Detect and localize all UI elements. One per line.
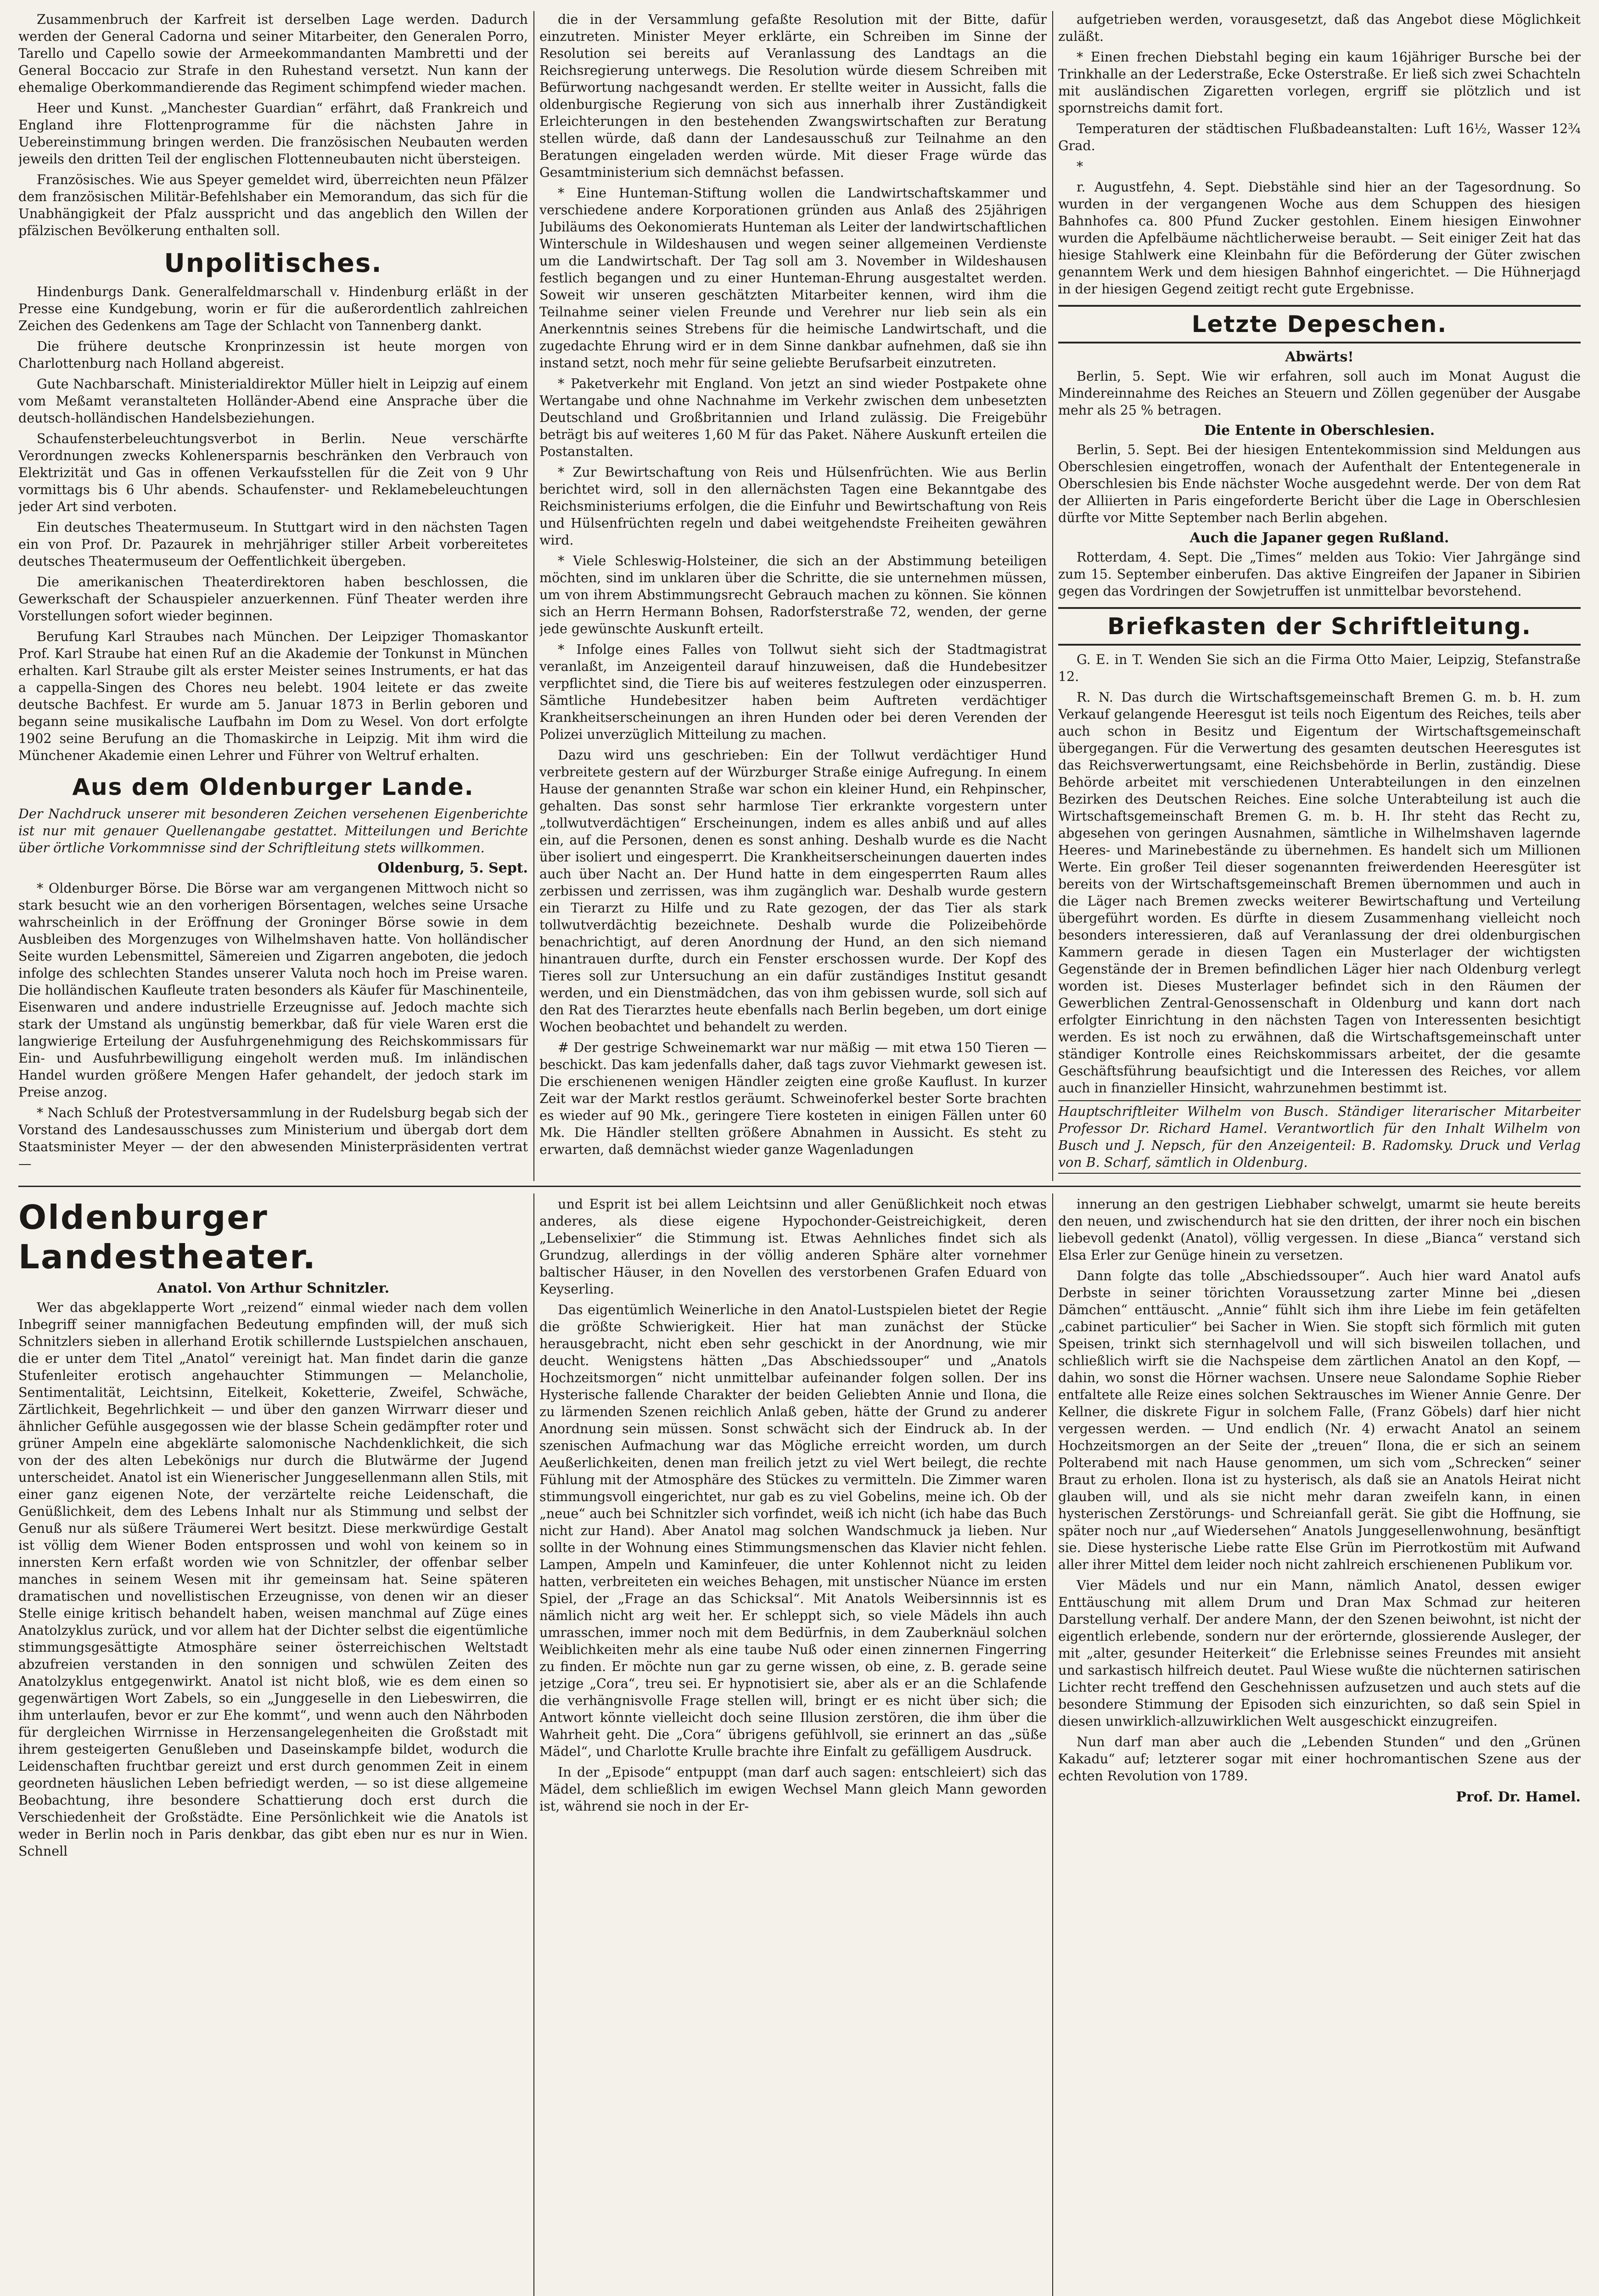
- paragraph: *: [1077, 159, 1083, 174]
- paragraph: Gute Nachbarschaft. Ministerialdirektor Müller hielt in Leipzig auf einem vom Meßamt veranstalteten Holländer-Abend eine Ansprache über die deutsch-holländischen Handelsbeziehungen.: [18, 377, 528, 426]
- paragraph: innerung an den gestrigen Liebhaber schwelgt, umarmt sie heute bereits den neuen, und zwischendurch hat sie den dritten, der ihrer noch ein bischen liebevoll gedenkt (Anatol), völlig vergessen. In diese „Bianca“ verstand sich Elsa Erler zur Genüge hinein zu versetzen.: [1058, 1197, 1581, 1263]
- paragraph: und Esprit ist bei allem Leichtsinn und aller Genüßlichkeit noch etwas anderes, als diese eigene Hypochonder-Geistreichigkeit, deren „Lebenselixier“ die Stimmung ist. Etwas Aehnliches findet sich als Grundzug, allerdings in der völlig anderen Sphäre alter vornehmer baltischer Häuser, in den Novellen des verstorbenen Grafen Eduard von Keyserling.: [539, 1197, 1047, 1297]
- subheading: Abwärts!: [1285, 349, 1354, 365]
- paragraph: * Zur Bewirtschaftung von Reis und Hülsenfrüchten. Wie aus Berlin berichtet wird, soll in den allernächsten Tagen eine Bekanntgabe des Reichsministeriums erfolgen, die die Einfuhr und Bewirtschaftung von Reis und Hülsenfrüchten regeln und dabei weitgehendste Freiheiten gewähren wird.: [539, 465, 1047, 548]
- paragraph: R. N. Das durch die Wirtschaftsgemeinschaft Bremen G. m. b. H. zum Verkauf gelangende Heeresgut ist teils noch Eigentum des Reiches, teils aber auch schon in Besitz und Eigentum der Wirtschaftsgemeinschaft übergegangen. Für die Verwertung des gesamten deutschen Heeresgutes ist das Reichsverwertungsamt, eine Reichsbehörde in Berlin, zuständig. Diese Behörde arbeitet mit verschiedenen Unterabteilungen in den einzelnen Bezirken des Deutschen Reiches. Eine solche Unterabteilung ist auch die Wirtschaftsgemeinschaft Bremen G. m. b. H. Ihr steht das Recht zu, abgesehen von geringen Ausnahmen, sämtliche in Wilhelmshaven lagernde Heeres- und Marinebestände zu übernehmen. Es handelt sich um Millionen Werte. Ein großer Teil dieser sogenannten freiwerdenden Heeresgüter ist bereits von der Wirtschaftsgemeinschaft Bremen übernommen und auch in die Läger nach Bremen zwecks weiterer Bewirtschaftung und Verteilung übergeführt worden. Es dürfte in diesem Zusammenhang vielleicht noch besonders interessieren, daß auf Veranlassung der drei oldenburgischen Kammern gerade in diesen Tagen ein Musterlager der wichtigsten Gegenstände der in Bremen befindlichen Läger hier nach Oldenburg verlegt worden ist. Dieses Musterlager befindet sich in den Räumen der Gewerblichen Zentral-Genossenschaft in Oldenburg und kann dort nach erfolgter Einrichtung in den nächsten Tagen von Interessenten besichtigt werden. Es ist noch zu erwähnen, daß die Wirtschaftsgemeinschaft unter ständiger Kontrolle eines Reichskommissars arbeitet, der die gesamte Geschäftsführung beaufsichtigt und die Interessen des Reiches, vor allem auch in finanzieller Hinsicht, wahrzunehmen bestimmt ist.: [1058, 690, 1581, 1096]
- feuilleton-title: Oldenburger Landestheater.: [18, 1198, 317, 1276]
- section-divider: [18, 1186, 1581, 1187]
- paragraph: Berlin, 5. Sept. Bei der hiesigen Ententekommission sind Meldungen aus Oberschlesien eingetroffen, wonach der Aufenthalt der Ententegenerale in Oberschlesien bis Ende nächster Woche ausgedehnt werde. Der von dem Rat der Alliierten in Paris eingeforderte Bericht über die Lage in Oberschlesien dürfte vor Mitte September nach Berlin abgehen.: [1058, 442, 1581, 525]
- column-divider: [1052, 1193, 1053, 2296]
- imprint: Hauptschriftleiter Wilhelm von Busch. Ständiger literarischer Mitarbeiter Professor Dr. Richard Hamel. Verantwortlich für den Inhalt Wilhelm von Busch und J. Nepsch, für den Anzeigenteil: B. Radomsky. Druck und Verlag von B. Scharf, sämtlich in Oldenburg.: [1058, 1100, 1581, 1174]
- paragraph: * Viele Schleswig-Holsteiner, die sich an der Abstimmung beteiligen möchten, sind im unklaren über die Schritte, die sie unternehmen müssen, um von ihrem Abstimmungsrecht Gebrauch machen zu können. Sie können sich an Herrn Hermann Bohsen, Radorfsterstraße 72, wenden, der gerne jede gewünschte Auskunft erteilt.: [539, 553, 1047, 636]
- section-heading: Aus dem Oldenburger Lande.: [72, 774, 474, 800]
- paragraph: Berufung Karl Straubes nach München. Der Leipziger Thomaskantor Prof. Karl Straube hat einen Ruf an die Akademie der Tonkunst in München erhalten. Karl Straube gilt als erster Meister seines Instruments, er hat das a cappella-Singen des Chores neu belebt. 1904 leitete er das zweite deutsche Bachfest. Er wurde am 5. Januar 1873 in Berlin geboren und begann seine musikalische Laufbahn im Dom zu Wesel. Von dort erfolgte 1902 seine Berufung an die Thomaskirche in Leipzig. Mit ihm wird die Münchener Akademie einen Lehrer und Führer von Weltruf erhalten.: [18, 629, 528, 763]
- paragraph: Schaufensterbeleuchtungsverbot in Berlin. Neue verschärfte Verordnungen zwecks Kohlenersparnis beschränken den Verbrauch von Elektrizität und Gas in offenen Verkaufsstellen für die Zeit von 9 Uhr vormittags bis 6 Uhr abends. Schaufenster- und Reklamebeleuchtungen jeder Art sind verboten.: [18, 431, 528, 514]
- column-2: [539, 11, 1047, 1180]
- paragraph: aufgetrieben werden, vorausgesetzt, daß das Angebot diese Möglichkeit zuläßt.: [1058, 12, 1581, 44]
- paragraph: Das eigentümlich Weinerliche in den Anatol-Lustspielen bietet der Regie die größte Schwierigkeit. Hier hat man zunächst der Stücke herausgebracht, nicht eben sehr geschickt in der Anordnung, wie mir deucht. Wenigstens hätten „Das Abschiedssouper“ und „Anatols Hochzeitsmorgen“ nicht unmittelbar aufeinander folgen sollen. Der ins Hysterische fallende Charakter der beiden Geliebten Annie und Ilona, die zu lärmenden Szenen reichlich Anlaß geben, hätte der Grund zu anderer Anordnung sein müssen. Sonst schwächt sich der Eindruck ab. In der szenischen Aufmachung war das Mögliche erreicht worden, um durch Aeußerlichkeiten, denen man freilich jetzt zu viel Wert beilegt, die rechte Fühlung mit der Atmosphäre des Stückes zu vermitteln. Die Zimmer waren stimmungsvoll eingerichtet, nur gab es zu viel Gobelins, meine ich. Ob der „neue“ auch bei Schnitzler sich vorfindet, weiß ich nicht (ich habe das Buch nicht zur Hand). Aber Anatol mag solchen Wandschmuck ja lieben. Nur sollte in der Wohnung eines Stimmungsmenschen das Klavier nicht fehlen. Lampen, Ampeln und Kaminfeuer, die unter Kohlennot nicht zu leiden hatten, verbreiteten ein weiches Behagen, mit unstischer Nüance im ersten Spiel, der „Frage an das Schicksal“. Mit Anatols Weibersinnnis ist es nämlich nicht arg weit her. Er schleppt sich, so viele Mädels ihn auch umrasschen, immer noch mit dem Bedürfnis, in dem Zauberknäul solchen Weiblichkeiten mehr als eine taube Nuß oder einen zinnernen Fingerring zu finden. Er möchte nun gar zu gerne wissen, ob eine, z. B. gerade seine jetzige „Cora“, treu sei. Er hypnotisiert sie, aber als er an die Schlafende die verhängnisvolle Frage stellen will, bringt er es nicht über sich; die Antwort könnte vielleicht doch seine Illusion zerstören, die ihm über die Wahrheit geht. Die „Cora“ übrigens gefühlvoll, sie erinnert an das „süße Mädel“, und Charlotte Krulle brachte ihre Einfalt zu gefälligem Ausdruck.: [539, 1302, 1047, 1759]
- paragraph: Wer das abgeklapperte Wort „reizend“ einmal wieder nach dem vollen Inbegriff seiner mannigfachen Bedeutung empfinden will, der muß sich Schnitzlers sieben in allerhand Erotik schillernde Lustspielchen anschauen, die er unter dem Titel „Anatol“ vereinigt hat. Man findet darin die ganze Stufenleiter erotisch angehauchter Stimmungen — Melancholie, Sentimentalität, Leichtsinn, Eitelkeit, Koketterie, Zweifel, Schwäche, Zärtlichkeit, Begehrlichkeit — und über den ganzen Wirrwarr dieser und ähnlicher Gefühle ausgegossen wie der blasse Schein gedämpfter roter und grüner Ampeln eine abgeklärte salomonische Nachdenklichkeit, die sich von der des alten Lebekönigs nur durch die Blutwärme der Jugend unterscheidet. Anatol ist ein Wienerischer Junggesellenmann allen Stils, mit einer ganz eigenen Note, der verzärtelte reiche Leidenschaft, die Genüßlichkeit, dem des Lebens Inhalt nur als Stimmung und selbst der Genuß nur als süßere Träumerei Wert besitzt. Diese merkwürdige Gestalt ist völlig dem Wiener Boden entsprossen und wohl von keinem so in innersten Kern erfaßt worden wie von Schnitzler, der offenbar selber manches in seinem Wesen mit ihr gemeinsam hat. Seine späteren dramatischen und novellistischen Erzeugnisse, von denen wir an dieser Stelle einige kritisch behandelt haben, weisen manchmal auf Züge eines Anatolzyklus zurück, und vor allem hat der Dichter selbst die eigentümliche stimmungsgesättigte Atmosphäre seiner österreichischen Weltstadt abzufreien verstanden in den sonnigen und schwülen Zeiten des Anatolzyklus entgegenwirkt. Anatol ist nicht bloß, wie es dem einen so gegenwärtigen Wort Zabels, so ein „Junggeselle in den Liebeswirren, die ihm unterlaufen, bevor er zur Ehe kommt“, und wenn auch den Nährboden für dergleichen Wirrnisse in Herzensangelegenheiten die Großstadt mit ihrem gesteigerten Genußleben und Daseinskampfe bildet, wodurch die Leidenschaften fruchtbar gereizt und erst durch genommen Zeit in einem geordneten häuslichen Leben befriedigt werden, — so ist diese allgemeine Beobachtung, ihre besondere Schattierung doch erst durch die Verschiedenheit der Großstädte. Eine Persönlichkeit wie die Anatols ist weder in Berlin noch in Paris denkbar, das gibt eben nur es nur in Wien. Schnell: [18, 1300, 528, 1859]
- paragraph: G. E. in T. Wenden Sie sich an die Firma Otto Maier, Leipzig, Stefanstraße 12.: [1058, 652, 1581, 684]
- column-4: [18, 1196, 528, 2296]
- paragraph: Ein deutsches Theatermuseum. In Stuttgart wird in den nächsten Tagen ein von Prof. Dr. Pazaurek in mehrjähriger stiller Arbeit vorbereitetes deutsches Theatermuseum der Oeffentlichkeit übergeben.: [18, 520, 528, 569]
- paragraph: In der „Episode“ entpuppt (man darf auch sagen: entschleiert) sich das Mädel, dem schließlich im ewigen Wechsel Mann gleich Mann geworden ist, während sie noch in der Er-: [539, 1765, 1047, 1814]
- paragraph: die in der Versammlung gefaßte Resolution mit der Bitte, dafür einzutreten. Minister Meyer erklärte, ein Schreiben im Sinne der Resolution sei bereits auf Veranlassung des Landtags an die Reichsregierung unterwegs. Die Resolution würde diesem Schreiben mit Befürwortung nachgesandt werden. Er stellte weiter in Aussicht, falls die oldenburgische Regierung von sich aus innerhalb ihrer Zuständigkeit Erleichterungen in den bestehenden Zwangswirtschaften zur Beratung stellen würde, daß dann der Landesausschuß zur Teilnahme an den Beratungen eingeladen werden würde. Mit dieser Frage würde das Gesamtministerium sich demnächst befassen.: [539, 12, 1047, 180]
- paragraph: * Oldenburger Börse. Die Börse war am vergangenen Mittwoch nicht so stark besucht wie an den vorherigen Börsentagen, welches seine Ursache wahrscheinlich in der Eröffnung der Groninger Börse sowie in dem Ausbleiben des Morgenzuges von Wilhelmshaven hatte. Von holländischer Seite wurden Lebensmittel, Sämereien und Zigarren angeboten, die jedoch infolge des schlechten Standes unserer Valuta noch hoch im Preise waren. Die holländischen Kaufleute traten besonders als Käufer für Maschinenteile, Eisenwaren und andere industrielle Erzeugnisse auf. Jedoch machte sich stark der Umstand als ungünstig bemerkbar, daß für viele Waren erst die langwierige Erteilung der Ausfuhrgenehmigung des Reichskommissars für Ein- und Ausfuhrbewilligung eingeholt werden muß. Im inländischen Handel wurden größere Mengen Hafer gehandelt, der jedoch stark im Preise anzog.: [18, 881, 528, 1100]
- paragraph: * Nach Schluß der Protestversammlung in der Rudelsburg begab sich der Vorstand des Landesausschusses zum Ministerium und übergab dort dem Staatsminister Meyer — der den abwesenden Ministerpräsidenten vertrat —: [18, 1105, 528, 1171]
- column-divider: [533, 1193, 534, 2296]
- paragraph: Zusammenbruch der Karfreit ist derselben Lage werden. Dadurch werden der General Cadorna und seiner Mitarbeiter, den Generalen Porro, Tarello und Capello sowie der Armeekommandanten Mambretti und der General Boccacio zur Strafe in den Ruhestand versetzt. Nun kann der ehemalige Oberkommandierende das Regiment schimpfend wieder machen.: [18, 12, 528, 95]
- paragraph: Temperaturen der städtischen Flußbadeanstalten: Luft 16½, Wasser 12¾ Grad.: [1058, 121, 1581, 153]
- column-6: [1058, 1196, 1581, 2296]
- column-3: [1058, 11, 1581, 1180]
- column-divider: [1052, 11, 1053, 1181]
- section-heading: Letzte Depeschen.: [1058, 305, 1581, 343]
- notice-text: Der Nachdruck unserer mit besonderen Zeichen versehenen Eigenberichte ist nur mit genauer Quellenangabe gestattet. Mitteilungen und Berichte über örtliche Vorkommnisse sind der Schriftleitung stets willkommen.: [18, 806, 528, 855]
- paragraph: r. Augustfehn, 4. Sept. Diebstähle sind hier an der Tagesordnung. So wurden in der vergangenen Woche aus dem Schuppen des hiesigen Bahnhofes ca. 800 Pfund Zucker gestohlen. Einem hiesigen Einwohner wurden die Apfelbäume nächtlicherweise beraubt. — Seit einiger Zeit hat das hiesige Stahlwerk eine Kleinbahn für die Beförderung der Güter zwischen genanntem Werk und dem hiesigen Bahnhof eingerichtet. — Die Hühnerjagd in der hiesigen Gegend zeitigt recht gute Ergebnisse.: [1058, 180, 1581, 297]
- paragraph: Heer und Kunst. „Manchester Guardian“ erfährt, daß Frankreich und England ihre Flottenprogramme für die nächsten Jahre in Uebereinstimmung bringen werden. Die französischen Neubauten werden jeweils den dritten Teil der englischen Flottenneubauten nicht übersteigen.: [18, 101, 528, 167]
- newspaper-page: [18, 11, 1581, 2296]
- paragraph: Rotterdam, 4. Sept. Die „Times“ melden aus Tokio: Vier Jahrgänge sind zum 15. September einberufen. Das aktive Eingreifen der Japaner in Sibirien gegen das Vordringen der Sowjetruffen ist unmittelbar bevorstehend.: [1058, 550, 1581, 599]
- dateline: Oldenburg, 5. Sept.: [377, 860, 528, 876]
- paragraph: Französisches. Wie aus Speyer gemeldet wird, überreichten neun Pfälzer dem französischen Militär-Befehlshaber ein Memorandum, das sich für die Unabhängigkeit der Pfalz ausspricht und das angeblich den Willen der pfälzischen Bevölkerung enthalten soll.: [18, 172, 528, 238]
- paragraph: Vier Mädels und nur ein Mann, nämlich Anatol, dessen ewiger Enttäuschung mit allem Drum und Dran Max Schmad zur heiteren Darstellung verhalf. Der andere Mann, der den Szenen beiwohnt, ist nicht der eigentlich erlebende, sondern nur der erörternde, glossierende Ausleger, der mit „alter, gesunder Heiterkeit“ die Erlebnisse seines Freundes mit ansieht und sarkastisch hilfreich deutet. Paul Wiese wußte die nüchternen satirischen Lichter recht treffend den Geschehnissen aufzusetzen und auch stets auf die besondere Stimmung der Episoden sich einzurichten, so daß sein Spiel in diesen unwirklich-allzuwirklichen Welt ausgeschickt einzugreifen.: [1058, 1578, 1581, 1729]
- paragraph: * Paketverkehr mit England. Von jetzt an sind wieder Postpakete ohne Wertangabe und ohne Nachnahme im Verkehr zwischen dem unbesetzten Deutschland und Großbritannien und Irland zulässig. Die Freigebühr beträgt bis auf weiteres 1,60 M für das Paket. Nähere Auskunft erteilen die Postanstalten.: [539, 376, 1047, 459]
- paragraph: Die frühere deutsche Kronprinzessin ist heute morgen von Charlottenburg nach Holland abgereist.: [18, 339, 528, 371]
- column-5: [539, 1196, 1047, 2296]
- subheading: Anatol. Von Arthur Schnitzler.: [157, 1280, 390, 1296]
- paragraph: * Infolge eines Falles von Tollwut sieht sich der Stadtmagistrat veranlaßt, im Anzeigenteil darauf hinzuweisen, daß die Hundebesitzer verpflichtet sind, die Tiere bis auf weiteres festzulegen oder einzusperren. Sämtliche Hundebesitzer haben beim Auftreten verdächtiger Krankheitserscheinungen an ihren Hunden oder bei deren Verenden der Polizei unverzüglich Mitteilung zu machen.: [539, 642, 1047, 742]
- paragraph: Die amerikanischen Theaterdirektoren haben beschlossen, die Gewerkschaft der Schauspieler anzuerkennen. Fünf Theater werden ihre Vorstellungen sofort wieder beginnen.: [18, 574, 528, 624]
- column-1: [18, 11, 528, 1180]
- section-heading: Unpolitisches.: [164, 248, 382, 278]
- column-divider: [533, 11, 534, 1181]
- paragraph: Nun darf man aber auch die „Lebenden Stunden“ und den „Grünen Kakadu“ auf; letzterer sogar mit einer hochromantischen Szene aus der echten Revolution von 1789.: [1058, 1734, 1581, 1784]
- subheading: Die Entente in Oberschlesien.: [1204, 422, 1435, 439]
- section-heading: Briefkasten der Schriftleitung.: [1058, 607, 1581, 646]
- paragraph: * Einen frechen Diebstahl beging ein kaum 16jähriger Bursche bei der Trinkhalle an der Lederstraße, Ecke Osterstraße. Er ließ sich zwei Schachteln mit ausländischen Zigaretten vorlegen, ergriff sie plötzlich und ist spornstreichs damit fort.: [1058, 50, 1581, 116]
- paragraph: Berlin, 5. Sept. Wie wir erfahren, soll auch im Monat August die Mindereinnahme des Reiches an Steuern und Zöllen gegenüber der Ausgabe mehr als 25 % betragen.: [1058, 369, 1581, 418]
- subheading: Auch die Japaner gegen Rußland.: [1189, 530, 1449, 546]
- author-byline: Prof. Dr. Hamel.: [1456, 1789, 1581, 1805]
- paragraph: Hindenburgs Dank. Generalfeldmarschall v. Hindenburg erläßt in der Presse eine Kundgebung, worin er für die außerordentlich zahlreichen Zeichen des Gedenkens am Tage der Schlacht von Tannenberg dankt.: [18, 284, 528, 333]
- paragraph: * Eine Hunteman-Stiftung wollen die Landwirtschaftskammer und verschiedene andere Korporationen gründen aus Anlaß des 25jährigen Jubiläums des Oekonomierats Hunteman als Leiter der landwirtschaftlichen Winterschule in Wildeshausen und wegen seiner allgemeinen Verdienste um die Landwirtschaft. Der Tag soll am 3. November in Wildeshausen festlich begangen und zu einer Hunteman-Ehrung ausgestaltet werden. Soweit wir unseren geschätzten Mitarbeiter kennen, wird ihm die Teilnahme seiner vielen Freunde und Verehrer nur lieb sein als ein Anerkenntnis seines Strebens für die heimische Landwirtschaft, und die zugedachte Ehrung wird er in dem Sinne dankbar aufnehmen, daß sie ihn instand setzt, noch mehr für seine geliebte Berufsarbeit einzutreten.: [539, 186, 1047, 371]
- paragraph: Dazu wird uns geschrieben: Ein der Tollwut verdächtiger Hund verbreitete gestern auf der Würzburger Straße einige Aufregung. In einem Hause der genannten Straße war schon ein kleiner Hund, ein Rehpinscher, gehalten. Das sonst sehr harmlose Tier erkrankte vorgestern unter „tollwutverdächtigen“ Erscheinungen, indem es alles anbiß und auf alles ein, auf die Personen, denen es sonst anhing. Deshalb wurde es die Nacht über isoliert und eingesperrt. Die Krankheitserscheinungen dauerten indes auch über Nacht an. Der Hund hatte in dem eingesperrten Raum alles zerbissen und zerrissen, was ihm zugänglich war. Deshalb wurde gestern ein Tierarzt zu Hilfe und zu Rate gezogen, der das Tier als stark tollwutverdächtig bezeichnete. Deshalb wurde die Polizeibehörde benachrichtigt, auf deren Anordnung der Hund, an den sich niemand hinantrauen durfte, durch ein Fenster erschossen wurde. Der Kopf des Tieres soll zur Untersuchung an ein dafür zuständiges Institut gesandt werden, und ein Dienstmädchen, das von ihm gebissen wurde, soll sich auf den Rat des Tierarztes heute ebenfalls nach Berlin begeben, um dort einige Wochen beobachtet und behandelt zu werden.: [539, 748, 1047, 1035]
- paragraph: # Der gestrige Schweinemarkt war nur mäßig — mit etwa 150 Tieren — beschickt. Das kam jedenfalls daher, daß tags zuvor Viehmarkt gewesen ist. Die erschienenen wenigen Händler zeigten eine große Kauflust. In kurzer Zeit war der Markt restlos geräumt. Schweinoferkel bester Sorte brachten es wieder auf 90 Mk., geringere Tiere kosteten in einigen Fällen unter 60 Mk. Die Händler stellten größere Abnahmen in Aussicht. Es steht zu erwarten, daß demnächst wieder ganze Wagenladungen: [539, 1040, 1047, 1157]
- paragraph: Dann folgte das tolle „Abschiedssouper“. Auch hier ward Anatol aufs Derbste in seiner törichten Voraussetzung zarter Minne bei „diesen Dämchen“ enttäuscht. „Annie“ fühlt sich ihm ihre Liebe im fein getäfelten „cabinet particulier“ bei Sacher in Wien. Sie stopft sich förmlich mit guten Speisen, trinkt sich sternhagelvoll und will sich bisweilen tollachen, und schließlich wirft sie die Nachspeise dem zärtlichen Anatol an den Kopf, — dahin, wo sonst die Hörner wachsen. Unsere neue Salondame Sophie Rieber entfaltete alle Reize eines solchen Sektrausches im Wiener Annie Genre. Der Kellner, die diskrete Figur in solchem Falle, (Franz Göbels) darf hier nicht vergessen werden. — Und endlich (Nr. 4) erwacht Anatol an seinem Hochzeitsmorgen an der Seite der „treuen“ Ilona, die er sich an seinem Polterabend mit nach Hause genommen, um sich vom „Schrecken“ seiner Braut zu erholen. Ilona ist zu hysterisch, als daß sie an Anatols Heirat nicht glauben will, und als sie nicht mehr daran zweifeln kann, in einen hysterischen Zerstörungs- und Schreianfall gerät. Sie gibt die Hoffnung, sie später noch nur „auf Wiedersehen“ Anatols Junggesellenwohnung, besänftigt sie. Diese hysterische Liebe ratte Else Grün im Pierrotkostüm mit Aufwand aller ihrer Mittel dem leider noch nicht zahlreich erschienenen Publikum vor.: [1058, 1268, 1581, 1572]
